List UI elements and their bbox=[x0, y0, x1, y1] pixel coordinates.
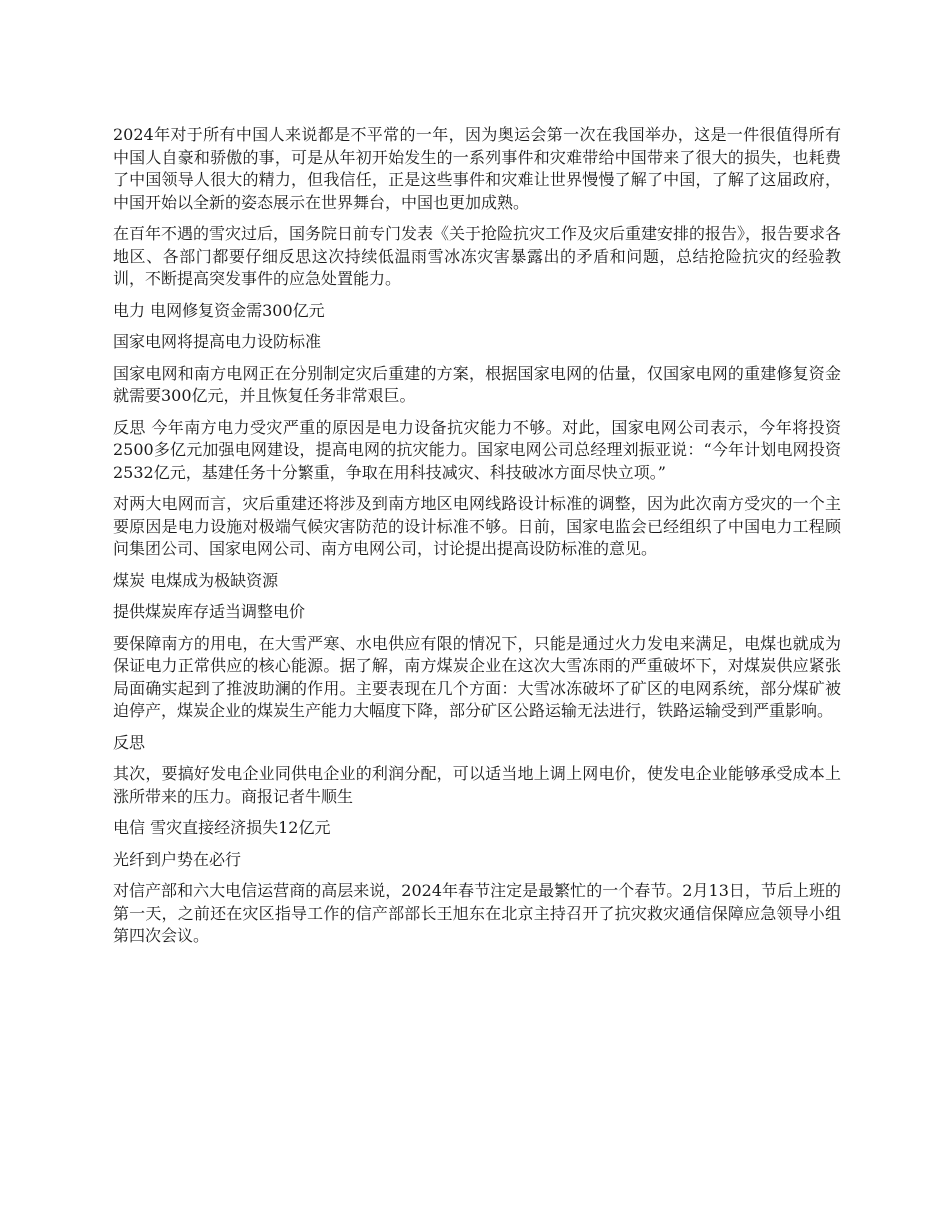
intro-paragraph: 2024年对于所有中国人来说都是不平常的一年，因为奥运会第一次在我国举办，这是一件很值得所有中国人自豪和骄傲的事，可是从年初开始发生的一系列事件和灾难带给中国带来了很大的损失，也耗费了中国领导人很大的精力，但我信任，正是这些事件和灾难让世界慢慢了解了中国，了解了这届政府，中国开始以全新的姿态展示在世界舞台，中国也更加成熟。 bbox=[113, 125, 841, 212]
subheading-power: 国家电网将提高电力设防标准 bbox=[113, 332, 322, 351]
reflection-heading: 反思 bbox=[113, 732, 146, 752]
power-paragraph-1: 国家电网和南方电网正在分别制定灾后重建的方案，根据国家电网的估量，仅国家电网的重建修复资金就需要300亿元，并且恢复任务非常艰巨。 bbox=[113, 363, 841, 405]
power-paragraph-2: 反思 今年南方电力受灾严重的原因是电力设备抗灾能力不够。对此，国家电网公司表示，今年将投资2500多亿元加强电网建设，提高电网的抗灾能力。国家电网公司总经理刘振亚说：“今年计划电网投资2532亿元，基建任务十分繁重，争取在用科技减灾、科技破冰方面尽快立项。” bbox=[113, 417, 841, 482]
power-paragraph-3: 对两大电网而言，灾后重建还将涉及到南方地区电网线路设计标准的调整，因为此次南方受灾的一个主要原因是电力设施对极端气候灾害防范的设计标准不够。日前，国家电监会已经组织了中国电力工程顾问集团公司、国家电网公司、南方电网公司，讨论提出提高设防标准的意见。 bbox=[113, 494, 841, 558]
section-heading-coal: 煤炭 电煤成为极缺资源 bbox=[113, 570, 279, 590]
subheading-coal: 提供煤炭库存适当调整电价 bbox=[113, 602, 306, 621]
coal-paragraph-1: 要保障南方的用电，在大雪严寒、水电供应有限的情况下，只能是通过火力发电来满足，电煤也就成为保证电力正常供应的核心能源。据了解，南方煤炭企业在这次大雪冻雨的严重破坏下，对煤炭供应紧张局面确实起到了推波助澜的作用。主要表现在几个方面：大雪冰冻破坏了矿区的电网系统，部分煤矿被迫停产，煤炭企业的煤炭生产能力大幅度下降，部分矿区公路运输无法进行，铁路运输受到严重影响。 bbox=[113, 633, 841, 720]
document-body bbox=[113, 124, 841, 957]
subheading-telecom: 光纤到户势在必行 bbox=[113, 849, 242, 869]
state-council-paragraph: 在百年不遇的雪灾过后，国务院日前专门发表《关于抢险抗灾工作及灾后重建安排的报告》，报告要求各地区、各部门都要仔细反思这次持续低温雨雪冰冻灾害暴露出的矛盾和问题，总结抢险抗灾的经验教训，不断提高突发事件的应急处置能力。 bbox=[113, 224, 842, 288]
section-heading-power: 电力 电网修复资金需300亿元 bbox=[113, 300, 325, 320]
coal-paragraph-2: 其次，要搞好发电企业同供电企业的利润分配，可以适当地上调上网电价，使发电企业能够承受成本上涨所带来的压力。商报记者牛顺生 bbox=[113, 764, 841, 806]
telecom-paragraph-1: 对信产部和六大电信运营商的高层来说，2024年春节注定是最繁忙的一个春节。2月13日，节后上班的第一天，之前还在灾区指导工作的信产部部长王旭东在北京主持召开了抗灾救灾通信保障应急领导小组第四次会议。 bbox=[113, 881, 841, 945]
section-heading-telecom: 电信 雪灾直接经济损失12亿元 bbox=[113, 818, 331, 837]
